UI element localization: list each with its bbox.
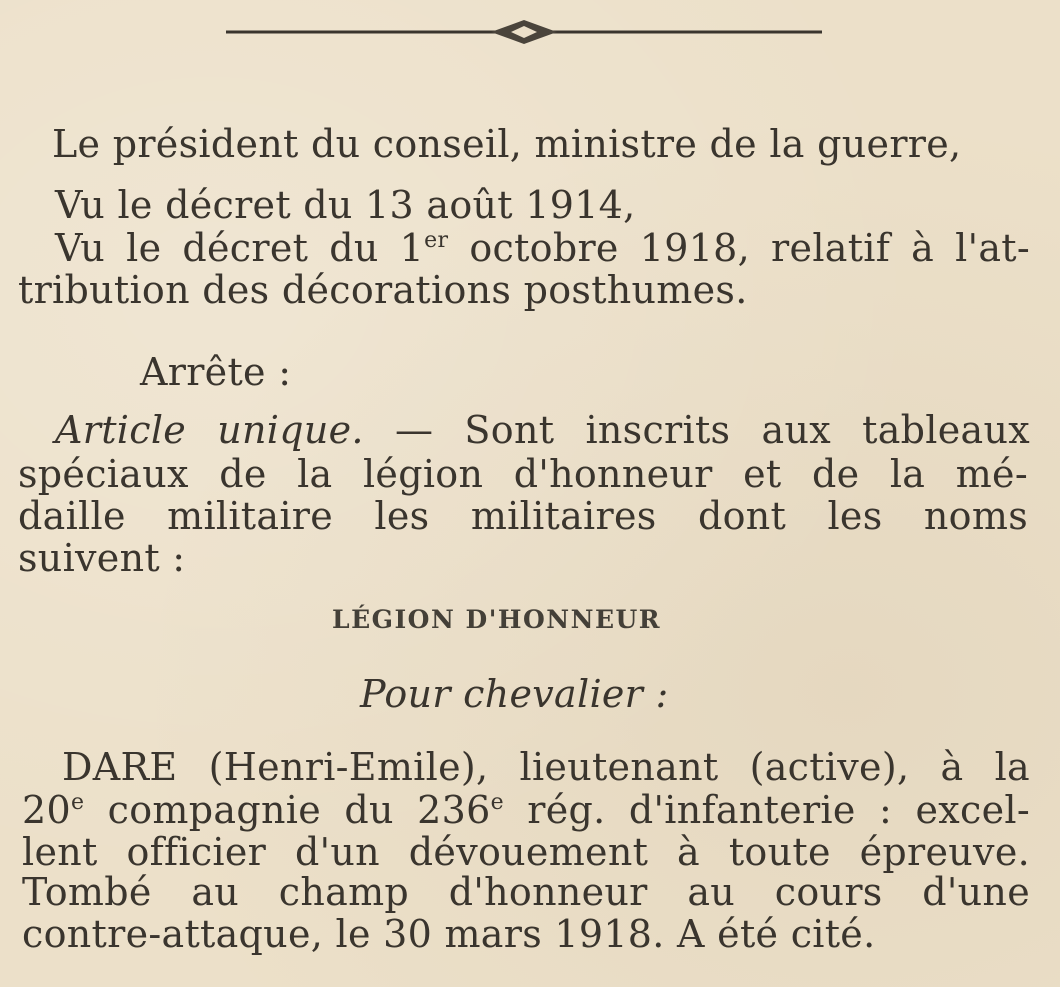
preamble-line-1: Le président du conseil, ministre de la guerre, bbox=[52, 122, 962, 166]
entry-line-1: DARE (Henri-Emile), lieutenant (active), à la bbox=[62, 745, 1030, 789]
article-label: Article unique. bbox=[55, 408, 364, 452]
preamble-line-2: Vu le décret du 13 août 1914, bbox=[55, 183, 636, 227]
article-line-4: suivent : bbox=[18, 536, 186, 580]
preamble-line-3: Vu le décret du 1er octobre 1918, relatif à l'at- bbox=[55, 226, 1030, 270]
entry-line-5: contre-attaque, le 30 mars 1918. A été cité. bbox=[22, 912, 876, 956]
arrete-heading: Arrête : bbox=[140, 350, 292, 394]
entry-line-3: lent officier d'un dévouement à toute épreuve. bbox=[22, 830, 1030, 874]
entry-line-2: 20e compagnie du 236e rég. d'infanterie : excel- bbox=[22, 788, 1031, 832]
section-heading: LÉGION D'HONNEUR bbox=[332, 605, 662, 634]
subheading: Pour chevalier : bbox=[360, 672, 669, 716]
ornamental-rule bbox=[226, 18, 822, 46]
entry-line-4: Tombé au champ d'honneur au cours d'une bbox=[22, 870, 1030, 914]
article-line-2: spéciaux de la légion d'honneur et de la mé- bbox=[18, 452, 1028, 496]
preamble-line-4: tribution des décorations posthumes. bbox=[18, 268, 748, 312]
article-line-1: Article unique. — Sont inscrits aux tableaux bbox=[55, 408, 1030, 452]
article-line-3: daille militaire les militaires dont les noms bbox=[18, 494, 1028, 538]
